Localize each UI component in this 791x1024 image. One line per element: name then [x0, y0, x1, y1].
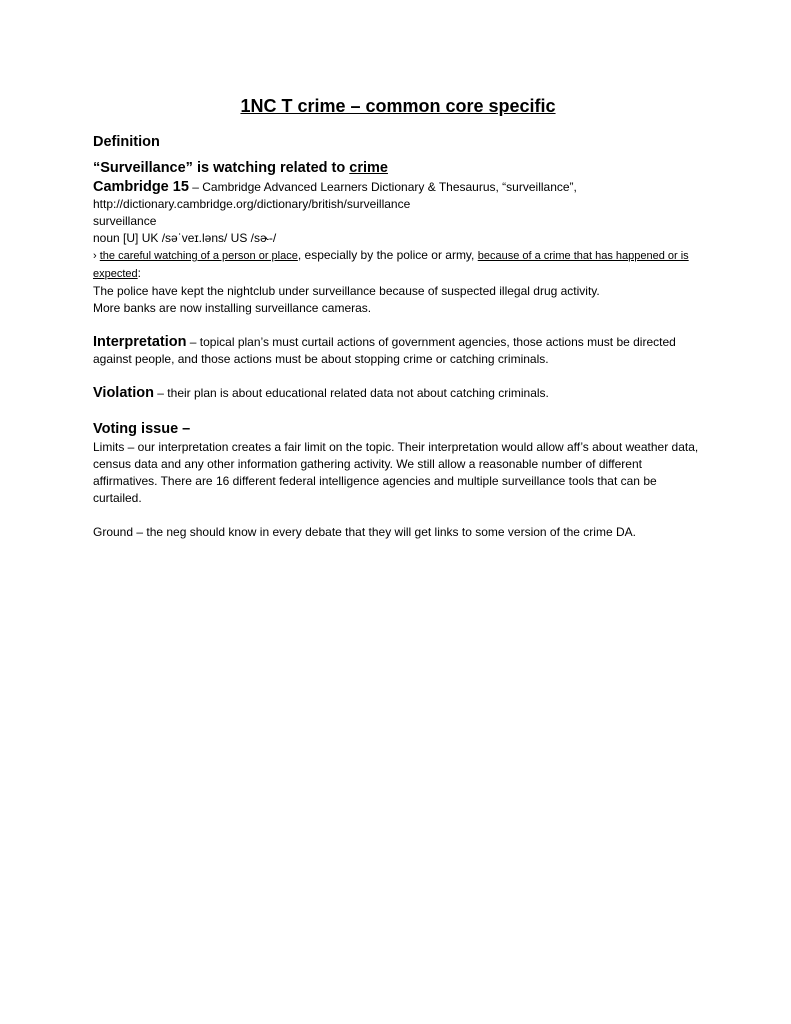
surveillance-heading	[93, 158, 703, 178]
sense-bullet: ›	[93, 250, 100, 262]
ground-paragraph: Ground – the neg should know in every debate that they will get links to some version of the crime DA.	[93, 525, 636, 539]
interpretation-text: – topical plan’s must curtail actions of government agencies, those actions must be directed against people, and those actions must be about stopping crime or catching criminals.	[93, 335, 676, 366]
entry-pronunciation: noun [U] UK /səˈveɪ.ləns/ US /sɚ-/	[93, 231, 277, 245]
interpretation-label: Interpretation	[93, 334, 187, 350]
citation-line	[93, 178, 703, 196]
citation-tag: Cambridge 15	[93, 179, 189, 195]
surveillance-heading-text: “Surveillance” is watching related to	[93, 160, 350, 176]
violation-text: – their plan is about educational related data not about catching criminals.	[153, 386, 549, 400]
citation-url: http://dictionary.cambridge.org/dictionary/british/surveillance	[93, 197, 411, 211]
limits-paragraph: Limits – our interpretation creates a fair limit on the topic. Their interpretation would allow aff’s about weather data, census data and any other information gathering activity. We still allow a reasonable number of different affirmatives. There are 16 different federal intelligence agencies and multiple surveillance tools that can be curtailed.	[93, 440, 699, 505]
example-2: More banks are now installing surveillance cameras.	[93, 301, 372, 315]
sense-text: , especially by the police or army,	[297, 248, 478, 262]
entry-headword: surveillance	[93, 214, 157, 228]
surveillance-heading-underlined: crime	[349, 160, 388, 176]
sense-end: :	[137, 266, 141, 280]
violation-paragraph	[93, 385, 703, 402]
violation-label: Violation	[93, 385, 154, 401]
voting-heading: Voting issue –	[93, 421, 191, 437]
example-1: The police have kept the nightclub under surveillance because of suspected illegal drug activity.	[93, 284, 600, 298]
definition-heading: Definition	[93, 134, 160, 150]
interpretation-paragraph	[93, 334, 703, 368]
sense-underlined-2: because of a crime that has happened or is expected	[93, 250, 689, 280]
page-title: 1NC T crime – common core specific	[240, 96, 556, 116]
document-page	[93, 94, 703, 541]
entry-sense	[93, 247, 703, 283]
sense-underlined-1: the careful watching of a person or place	[99, 250, 298, 262]
citation-text: – Cambridge Advanced Learners Dictionary & Thesaurus, “surveillance”,	[188, 180, 577, 194]
